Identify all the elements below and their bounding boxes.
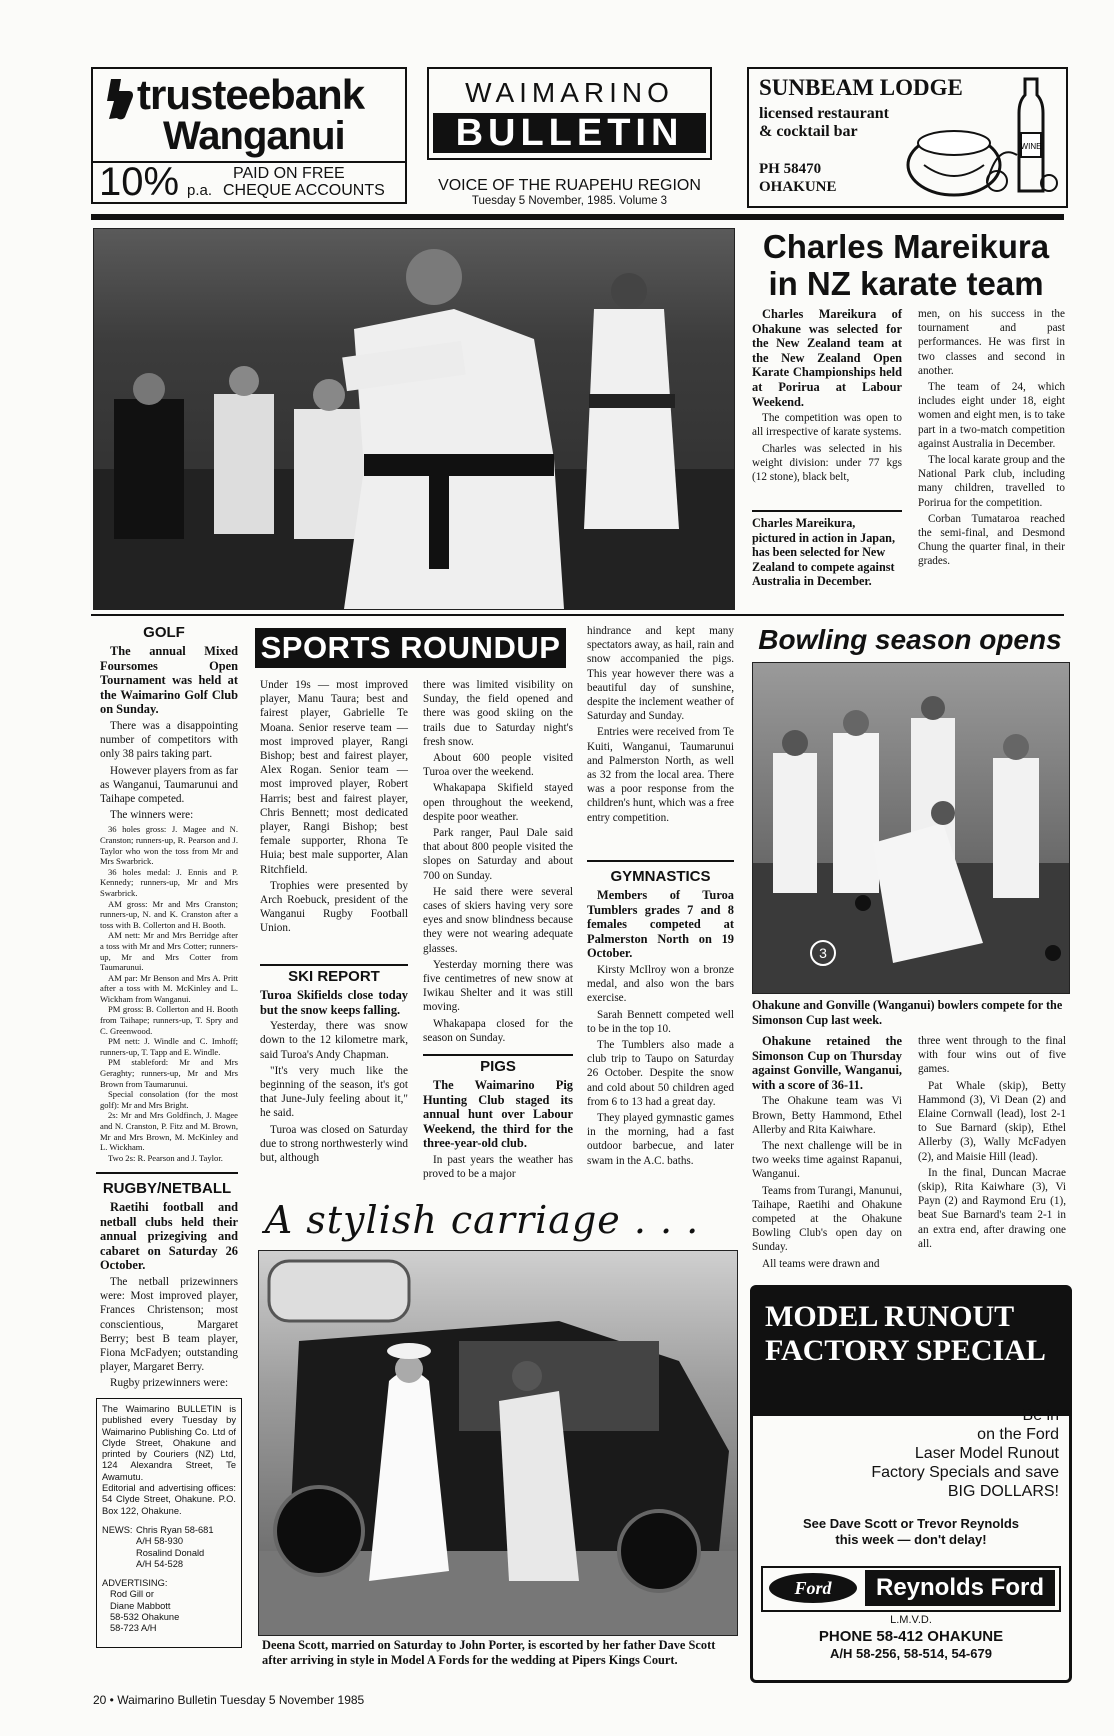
pigs-rule <box>423 1054 573 1056</box>
karate-caption: Charles Mareikura, pictured in action in Japan, has been selected for New Zealand to compete against Australia in December. <box>752 516 896 589</box>
karate-lead: Charles Mareikura of Ohakune was selected for the New Zealand team at the New Zealand Open Karate Championships held at Porirua at Labour Weekend. <box>752 307 902 409</box>
ford-dealer: Reynolds Ford <box>865 1570 1055 1606</box>
imprint-text-wrap <box>97 1399 241 1640</box>
roundup-col2-para: About 600 people visited Turoa over the weekend. <box>423 752 573 779</box>
roundup-col1-para: Trophies were presented by Arch Roebuck, president of the Wanganui Rugby Football Union. <box>260 879 408 935</box>
gym-para: Kirsty McIlroy won a bronze medal, and also won the bars exercise. <box>587 963 734 1005</box>
sunbeam-town: OHAKUNE <box>759 179 837 195</box>
golf-result: PM nett: J. Windle and C. Imhoff; runners-up, T. Tapp and E. Windle. <box>100 1036 238 1057</box>
golf-results <box>100 824 238 1163</box>
ford-ad-body-line: Be in <box>1022 1407 1059 1424</box>
sunbeam-name: SUNBEAM LODGE <box>759 75 963 100</box>
trustee-city: Wanganui <box>163 114 345 158</box>
golf-result: Two 2s: R. Pearson and J. Taylor. <box>108 1152 223 1163</box>
gym-para: The Tumblers also made a club trip to Taupo on Saturday 26 October. Despite the snow and cold about 50 children aged from 6 to 13 had a great day. <box>587 1038 734 1108</box>
bowling-headline: Bowling season opens <box>758 624 1062 655</box>
imprint-adv-list <box>102 1589 236 1634</box>
imprint-adv-line: 58-532 Ohakune <box>110 1612 180 1623</box>
bowling-para: Pat Whale (skip), Betty Hammond (3), Vi Dean (2) and Elaine Cornwall (lead), lost 2-1 to Sue Barnard (skip), Ethel Allerby (3), Wally McFadyen (2), and Maisie Hill (lead). <box>918 1079 1066 1163</box>
ford-oval-icon <box>769 1573 857 1603</box>
carriage-caption: Deena Scott, married on Saturday to John Porter, is escorted by her father Dave Scott after arriving in style in Model A Fords for the wedding at Pipers Kings Court. <box>262 1638 716 1667</box>
karate-para-1: The competition was open to all irrespective of karate systems. <box>752 412 902 439</box>
karate-scene-icon <box>94 229 734 609</box>
sunbeam-line2: & cocktail bar <box>759 123 858 140</box>
golf-result: 36 holes medal: J. Ennis and P. Kennedy; runners-up, Mr and Mrs Swarbrick. <box>100 866 238 898</box>
ford-phone: PHONE 58-412 OHAKUNE <box>818 1628 1004 1645</box>
karate-para-4: The team of 24, which includes eight under 18, eight women and eight men, is to take part in a two-match competition against Australia in December. <box>918 381 1065 450</box>
bowling-caption: Ohakune and Gonville (Wanganui) bowlers compete for the Simonson Cup last week. <box>752 998 1063 1027</box>
ford-after-hours: A/H 58-256, 58-514, 54-679 <box>830 1646 992 1661</box>
roundup-col3-para: hindrance and kept many spectators away, as hail, rain and snow accompanied the pigs. This year however there was a beautiful day of sunshine, despite the inclement weather of Saturday and Sunday. <box>587 625 734 723</box>
rugby-column <box>100 1200 238 1393</box>
sunbeam-line1: licensed restaurant <box>759 105 889 122</box>
golf-para-1: There was a disappointing number of competitors with only 38 pairs taking part. <box>100 719 238 761</box>
ford-ad <box>750 1285 1072 1683</box>
roundup-col2-para: Park ranger, Paul Dale said that about 800 people visited the slopes on Saturday and about 700 on Sunday. <box>423 827 573 882</box>
imprint-box <box>96 1398 242 1648</box>
carriage-headline: A stylish carriage . . . <box>264 1198 700 1242</box>
bowling-column-left <box>752 1034 902 1273</box>
paper-nameplate <box>427 67 712 160</box>
pigs-lead: The Waimarino Pig Hunting Club staged its annual hunt over Labour Weekend, the third for the three-year-old club. <box>423 1078 573 1151</box>
gym-rule <box>587 860 734 862</box>
ford-ad-body-line: on the Ford <box>977 1426 1059 1443</box>
roundup-col2-para: Whakapapa closed for the season on Sunday. <box>423 1017 573 1044</box>
imprint-news-line: A/H 54-528 <box>136 1558 184 1569</box>
roundup-col-2 <box>423 678 573 1047</box>
rugby-para-1: The netball prizewinners were: Most improved player, Frances Christenson; most conscientious, Margaret Berry; best B team player, Fiona McFadyen; outstanding player, Margaret Berry. <box>100 1275 238 1374</box>
trustee-bank-ad <box>91 67 407 204</box>
golf-result: PM gross: B. Collerton and H. Booth from Taihape; runners-up, T. Spry and C. Greenwood. <box>100 1004 238 1036</box>
sunbeam-phone: PH 58470 <box>759 161 822 177</box>
imprint-news-line: Rosalind Donald <box>136 1547 205 1558</box>
pigs-column <box>423 1078 573 1183</box>
page-folio: 20 • Waimarino Bulletin Tuesday 5 November 1985 <box>93 1693 365 1707</box>
golf-result: 36 holes gross: J. Magee and N. Cranston; runners-up, R. Pearson and J. Taylor who won the toss from Mr and Mrs Swarbrick. <box>100 824 238 867</box>
imprint-adv <box>102 1578 236 1634</box>
imprint-text: The Waimarino BULLETIN is published every Tuesday by Waimarino Publishing Co. Ltd of Clyde Street, Ohakune and printed by Couriers (NZ) Ltd, 124 Alexandra Street, Te Awamutu. <box>102 1404 236 1482</box>
imprint-adv-line: Rod Gill or <box>110 1589 154 1600</box>
golf-para-2: However players from as far as Wanganui, Taumarunui and Taihape competed. <box>100 764 238 805</box>
imprint-news-line: Chris Ryan 58-681 <box>136 1524 214 1535</box>
roundup-banner: SPORTS ROUNDUP <box>255 628 566 668</box>
karate-headline: Charles Mareikura in NZ karate team <box>762 228 1050 302</box>
imprint-offices: Editorial and advertising offices: 54 Clyde Street, Ohakune. P.O. Box 122, Ohakune. <box>102 1483 236 1516</box>
ski-para: Turoa was closed on Saturday due to strong northwesterly wind but, although <box>260 1123 408 1165</box>
karate-para-2: Charles was selected in his weight division: under 77 kgs (12 stone), black belt, <box>752 442 902 483</box>
golf-result: AM par: Mr Benson and Mrs A. Pritt after a toss with M. McKinley and L. Wickham from Wanganui. <box>100 972 238 1004</box>
imprint-adv-line: Diane Mabbott <box>110 1600 171 1611</box>
imprint-news-list <box>136 1525 214 1570</box>
bowling-lead: Ohakune retained the Simonson Cup on Thursday against Gonville, Wanganui, with a score of 36-11. <box>752 1034 902 1092</box>
bowling-photo-number: 3 <box>819 945 827 961</box>
golf-result: Special consolation (for the most golf): Mr and Mrs Bright. <box>100 1089 238 1110</box>
bowling-para: All teams were drawn and <box>762 1257 880 1270</box>
trustee-brand: trusteebank <box>137 71 365 118</box>
roundup-col2-para: Yesterday morning there was five centimetres of new snow at Iwikau Shelter and it was still moving. <box>423 958 573 1014</box>
ski-para: Yesterday, there was snow down to the 12 kilometre mark, said Turoa's Andy Chapman. <box>260 1020 408 1061</box>
bowling-photo <box>752 662 1070 994</box>
rugby-para-2: Rugby prizewinners were: <box>110 1377 229 1390</box>
rugby-lead: Raetihi football and netball clubs held their annual prizegiving and cabaret on Saturday 26 October. <box>100 1200 238 1273</box>
roundup-col2-para: there was limited visibility on Sunday, the field opened and there was good skiing on the trails due to Saturday night's fresh snow. <box>423 679 573 748</box>
karate-para-6: Corban Tumataroa reached the semi-final, and Desmond Chung the quarter final, in their grades. <box>918 512 1065 568</box>
karate-photo <box>93 228 735 610</box>
pigs-heading: PIGS <box>480 1058 516 1075</box>
ski-heading: SKI REPORT <box>288 968 380 985</box>
golf-result: AM gross: Mr and Mrs Cranston; runners-up, N. and K. Cranston after a toss with B. Collerton and H. Booth. <box>100 898 238 930</box>
masthead-rule <box>91 214 1064 220</box>
bowling-scene-icon <box>753 663 1069 993</box>
ford-ad-body-line: Laser Model Runout <box>914 1445 1059 1462</box>
bowling-para: three went through to the final with four wins out of five games. <box>918 1035 1066 1076</box>
ski-column <box>260 988 408 1167</box>
golf-column <box>100 644 238 1163</box>
ford-ad-body <box>813 1406 1059 1501</box>
rugby-rule <box>96 1172 238 1174</box>
pigs-para: In past years the weather has proved to be a major <box>423 1153 573 1181</box>
bottle-label: WINE <box>1020 142 1042 151</box>
carriage-scene-icon <box>259 1251 737 1635</box>
imprint-news-label: NEWS: <box>102 1524 133 1535</box>
gym-lead: Members of Turoa Tumblers grades 7 and 8 females competed at Palmerston North on 19 October. <box>587 888 734 961</box>
golf-result: AM nett: Mr and Mrs Berridge after a toss with Mr and Mrs Cotter; runners-up, Mr and Mrs Cotter from Taumarunui. <box>100 930 238 973</box>
ski-lead: Turoa Skifields close today but the snow keeps falling. <box>260 988 408 1017</box>
restaurant-illustration-icon <box>899 73 1062 203</box>
rugby-heading: RUGBY/NETBALL <box>102 1180 232 1197</box>
roundup-col-1 <box>260 678 408 938</box>
golf-lead: The annual Mixed Foursomes Open Tournament was held at the Waimarino Golf Club on Sunday. <box>100 644 238 717</box>
carriage-photo <box>258 1250 738 1636</box>
karate-column-right <box>918 307 1065 571</box>
ford-lmvd: L.M.V.D. <box>890 1614 932 1626</box>
roundup-col2-para: He said there were several cases of skiers having very sore eyes and snow blindness because they were not wearing adequate glasses. <box>423 885 573 955</box>
golf-para-3: The winners were: <box>110 809 194 822</box>
paper-issue: Tuesday 5 November, 1985. Volume 3 <box>471 195 668 207</box>
sunbeam-lodge-ad <box>747 67 1068 208</box>
ford-ad-body-line: BIG DOLLARS! <box>947 1483 1059 1500</box>
golf-result: 2s: Mr and Mrs Goldfinch, J. Magee and N. Cranston, P. Fitz and M. Brown, Mr and Mrs Brown, M. McKinley and L. Wickham. <box>100 1110 238 1153</box>
ford-ad-title: MODEL RUNOUT FACTORY SPECIAL <box>753 1288 1069 1416</box>
gym-column <box>587 888 734 1170</box>
paper-name-bottom: BULLETIN <box>433 113 706 153</box>
ford-logo-box <box>761 1566 1061 1612</box>
karate-caption-rule <box>752 510 902 512</box>
ford-ad-body-line: Factory Specials and save <box>871 1464 1059 1481</box>
gym-heading: GYMNASTICS <box>610 868 711 885</box>
golf-heading: GOLF <box>143 624 185 641</box>
paper-name-top: WAIMARINO <box>465 77 674 108</box>
bowling-para: In the final, Duncan Macrae (skip), Rita Kaiwhare (3), Vi Payn (2) and Raymond Eru (1), beat Sue Barnard's team 2-1 in an extra end, after drawing one all. <box>918 1166 1066 1250</box>
paper-tagline: VOICE OF THE RUAPEHU REGION <box>438 177 701 194</box>
trustee-offer-1: PAID ON FREE <box>233 165 345 182</box>
section-rule <box>91 614 1064 616</box>
ford-ad-contacts: See Dave Scott or Trevor Reynolds this week — don't delay! <box>802 1516 1020 1547</box>
imprint-adv-line: 58-723 A/H <box>110 1623 157 1634</box>
golf-result: PM stableford: Mr and Mrs Geraghty; runners-up, Mr and Mrs Brown from Taumarunui. <box>100 1057 238 1089</box>
gym-para: They played gymnastic games in the morning, had a fast outdoor barbecue, and later swam in the A.C. baths. <box>587 1112 734 1167</box>
bowling-para: The Ohakune team was Vi Brown, Betty Hammond, Ethel Allerby and Rita Kaiwhare. <box>752 1095 902 1136</box>
trustee-offer-2: CHEQUE ACCOUNTS <box>223 182 385 199</box>
karate-column-left <box>752 307 902 486</box>
ski-para: "It's very much like the beginning of the season, it's got that June-July feeling about it," he said. <box>260 1064 408 1120</box>
imprint-news <box>102 1525 236 1570</box>
roundup-col-3 <box>587 624 734 827</box>
trustee-rate: 10% <box>99 160 180 204</box>
karate-para-3: men, on his success in the tournament and past performances. He was first in two classes and second in another. <box>918 308 1065 377</box>
imprint-adv-label: ADVERTISING: <box>102 1578 168 1589</box>
roundup-col1-para: Under 19s — most improved player, Manu Taura; best and fairest player, Gabrielle Te Moana. Senior reserve team — most improved player, Rangi Bishop; best and fairest player, Alex Rogan. Senior team — most improved player, Robert Harris; best and fairest player, Chris Bennett; most dedicated player, Rangi Bishop; best female supporter, Rhona Te Huia; best male supporter, Alan Ritchfield. <box>260 679 408 876</box>
ski-rule <box>260 964 408 966</box>
roundup-col3-para: Entries were received from Te Kuiti, Wanganui, Taumarunui and Palmerston North, as well as 32 from the local area. There was a poor response from the children's hunt, which was a free entry competition. <box>587 726 734 824</box>
bowling-para: The next challenge will be in two weeks time against Rapanui, Wanganui. <box>752 1139 902 1181</box>
karate-para-5: The local karate group and the National Park club, including many children, travelled to Porirua for the competition. <box>918 454 1065 509</box>
trustee-rate-unit: p.a. <box>187 182 213 199</box>
bowling-column-right <box>918 1034 1066 1253</box>
imprint-news-line: A/H 58-930 <box>136 1536 184 1547</box>
ford-logo-text: Ford <box>794 1578 832 1598</box>
bowling-para: Teams from Turangi, Manunui, Taihape, Raetihi and Ohakune competed at the Ohakune Bowling Club's open day on Sunday. <box>752 1184 902 1254</box>
gym-para: Sarah Bennett competed well to be in the top 10. <box>587 1008 734 1035</box>
trustee-bank-logo-icon <box>101 77 135 121</box>
roundup-col2-para: Whakapapa Skifield stayed open throughout the weekend, despite poor weather. <box>423 782 573 823</box>
